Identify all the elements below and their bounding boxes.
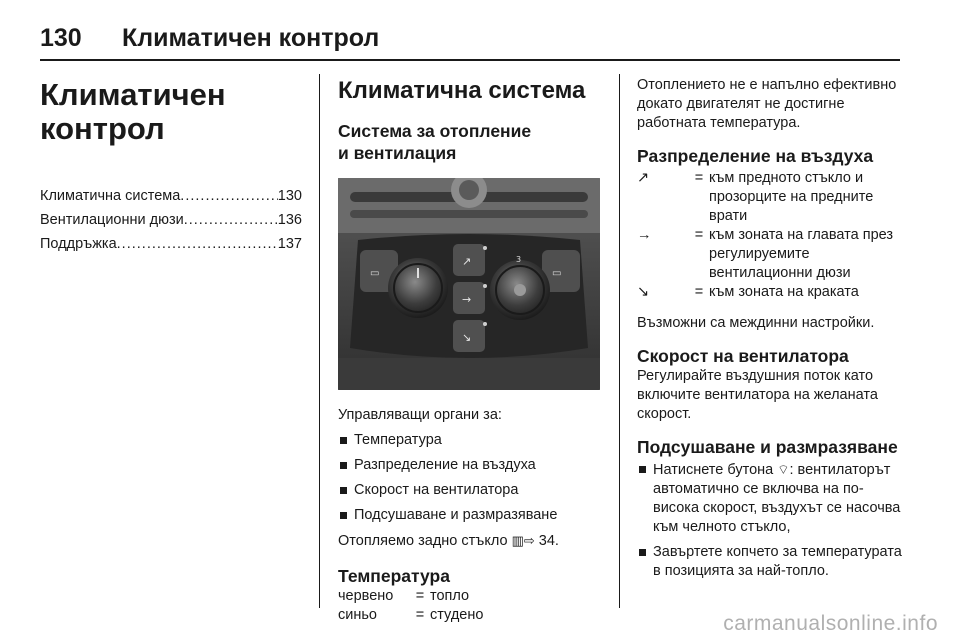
toc-leader (117, 232, 278, 256)
defrost-step-text: Завъртете копчето за температурата в позицията за най-топло. (653, 544, 902, 579)
fan-speed-text: Регулирайте въздушния поток като включите вентилатора на желаната скорост. (637, 368, 878, 422)
list-item: Скорост на вентилатора (338, 481, 606, 500)
temperature-def-row (338, 606, 606, 625)
rear-heat-text: Отопляемо задно стъкло (338, 533, 512, 549)
column-climate-system (338, 72, 606, 625)
def-desc: студено (430, 607, 484, 623)
toc-label: Вентилационни дюзи (40, 212, 184, 228)
warmup-note: Отоплението не е напълно ефективно докато двигателят не достигне работната температура. (637, 77, 897, 131)
toc-page: 130 (277, 188, 302, 204)
fan-scale-label: 3 (516, 255, 522, 264)
svg-text:↘: ↘ (462, 331, 472, 344)
def-term: червено (338, 588, 394, 604)
intermediate-note: Възможни са междинни настройки. (637, 315, 875, 331)
air-def-row (637, 226, 907, 283)
rear-heat-ref[interactable]: 34. (534, 533, 559, 549)
list-item: Разпределение на въздуха (338, 456, 606, 475)
table-of-contents (40, 184, 302, 256)
page-number: 130 (40, 23, 82, 52)
watermark: carmanualsonline.info (723, 612, 938, 635)
page-ref-arrow-icon: ⇨ (523, 533, 535, 548)
svg-text:▭: ▭ (370, 268, 380, 279)
column-divider (619, 74, 620, 608)
def-desc: към зоната на краката (709, 284, 859, 300)
header-rule (40, 59, 900, 61)
subsection-title-line: Система за отопление (338, 121, 532, 141)
toc-entry[interactable] (40, 184, 302, 208)
toc-page: 137 (277, 236, 302, 252)
column-divider (319, 74, 320, 608)
section-title: Климатична система (338, 77, 586, 104)
control-panel-illustration (338, 178, 600, 390)
air-distribution-title: Разпределение на въздуха (637, 146, 874, 166)
temperature-def-row (338, 587, 606, 606)
def-desc: към предното стъкло и прозорците на предните врати (709, 170, 874, 224)
rear-window-heat-icon: ▥ (511, 533, 524, 548)
chapter-heading (40, 78, 302, 146)
defrost-step-text: Натиснете бутона (653, 462, 778, 478)
def-desc: топло (430, 588, 470, 604)
control-panel-photo (338, 178, 600, 390)
svg-text:▭: ▭ (552, 268, 562, 279)
toc-leader (180, 184, 278, 208)
air-head-icon: → (637, 227, 652, 243)
subsection-title-line: и вентилация (338, 143, 457, 163)
def-eq: = (415, 607, 425, 623)
toc-entry[interactable] (40, 208, 302, 232)
air-windshield-icon: ↗ (637, 170, 650, 186)
defrost-title: Подсушаване и размразяване (637, 437, 898, 457)
def-desc: към зоната на главата през регулируемите вентилационни дюзи (709, 227, 894, 281)
controls-list (338, 431, 606, 525)
chapter-heading-line: Климатичен (40, 77, 226, 112)
defrost-list (637, 460, 907, 581)
toc-label: Поддръжка (40, 236, 117, 252)
toc-page: 136 (277, 212, 302, 228)
list-item: Температура (338, 431, 606, 450)
def-eq: = (694, 227, 704, 243)
toc-entry[interactable] (40, 232, 302, 256)
air-feet-icon: ↘ (637, 284, 650, 300)
list-item (637, 543, 907, 581)
controls-intro: Управляващи органи за: (338, 407, 502, 423)
svg-text:↗: ↗ (462, 255, 472, 268)
page-header (40, 18, 379, 58)
list-item (637, 460, 907, 537)
chapter-title: Климатичен контрол (122, 23, 380, 52)
def-eq: = (415, 588, 425, 604)
air-def-row (637, 283, 907, 302)
column-air-distribution (637, 72, 907, 581)
toc-label: Климатична система (40, 188, 181, 204)
air-def-row (637, 169, 907, 226)
fan-speed-title: Скорост на вентилатора (637, 346, 849, 366)
list-item: Подсушаване и размразяване (338, 506, 606, 525)
temperature-title: Температура (338, 566, 450, 586)
chapter-heading-line: контрол (40, 111, 165, 146)
rear-heat-note (338, 531, 606, 551)
def-term: синьо (338, 607, 377, 623)
column-contents (40, 72, 302, 256)
subsection-title (338, 120, 606, 164)
defrost-step-text: : вентилаторът автоматично се включва на по-висока скорост, въздухът се насочва към челното стъкло, (653, 462, 901, 535)
windshield-defrost-icon: ⌔ (777, 462, 790, 477)
def-eq: = (694, 170, 704, 186)
def-eq: = (694, 284, 704, 300)
svg-text:→: → (462, 293, 472, 306)
toc-leader (184, 208, 278, 232)
temperature-knob[interactable] (388, 258, 448, 318)
